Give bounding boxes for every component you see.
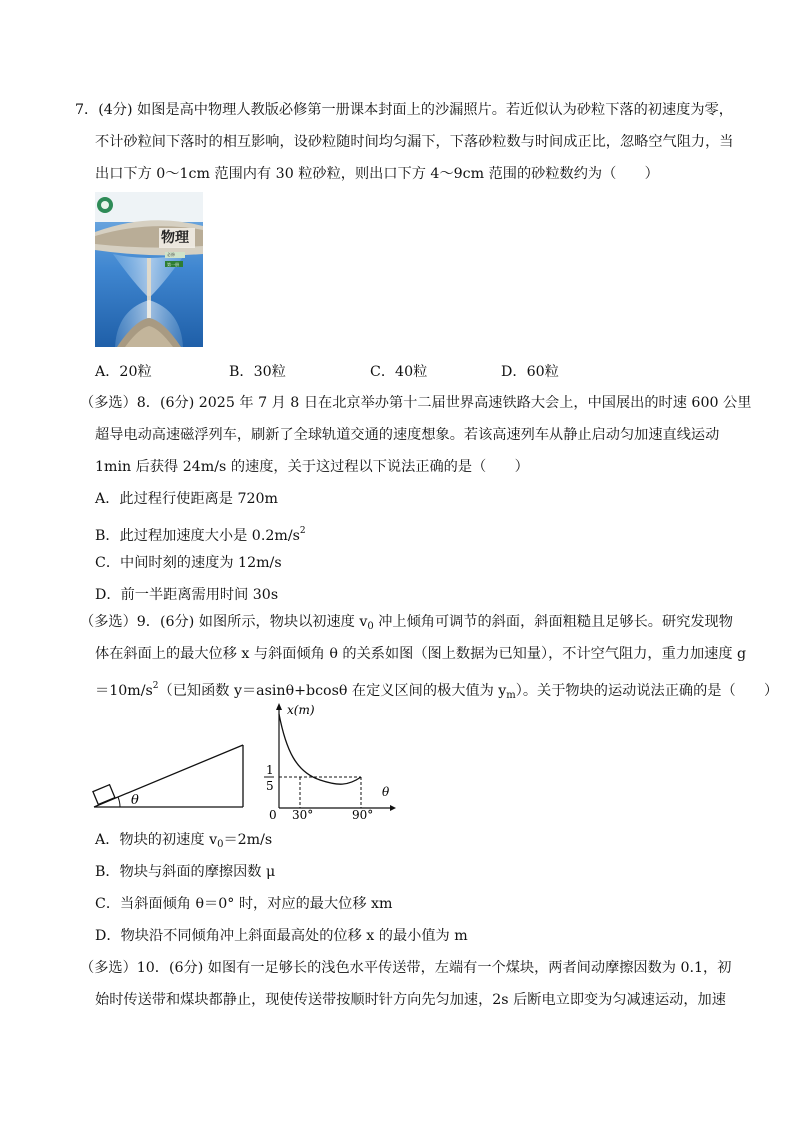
graph-fraction-denominator: 5 [266, 779, 274, 793]
q9-line-1: （多选）9．(6分) 如图所示，物块以初速度 $v_0$ 冲上倾角可调节的斜面，斜面粗糙且足够长。研究发现物 [80, 614, 733, 632]
q8-line-1: （多选）8．(6分) 2025 年 7 月 8 日在北京举办第十二届世界高速铁路大会上，中国展出的时速 600 公里 [80, 395, 752, 411]
q9-line-2: 体在斜面上的最大位移 x 与斜面倾角 θ 的关系如图（图上数据为已知量），不计空气阻力，重力加速度 g [95, 646, 747, 662]
graph-tick-90: 90° [352, 808, 374, 822]
x-theta-graph [258, 700, 398, 822]
q7-line-2: 不计砂粒间下落时的相互影响，设砂粒随时间均匀漏下，下落砂粒数与时间成正比，忽略空气阻力，当 [95, 134, 734, 150]
q7-option-a: A．20粒 [95, 364, 152, 380]
graph-origin-label: 0 [269, 808, 277, 822]
cover-title-text: 物理 [161, 230, 189, 246]
graph-y-axis-label: x(m) [287, 703, 315, 717]
q8-line-2: 超导电动高速磁浮列车，刷新了全球轨道交通的速度想象。若该高速列车从静止启动匀加速直线运动 [95, 427, 720, 443]
cover-subtitle-text: 必修 [167, 252, 175, 257]
q7-line-3: 出口下方 0～1cm 范围内有 30 粒砂粒，则出口下方 4～9cm 范围的砂粒数约为（ ） [95, 166, 659, 182]
q8-line-3: 1min 后获得 24m/s 的速度，关于这过程以下说法正确的是（ ） [95, 459, 529, 475]
q8-option-d: D．前一半距离需用时间 30s [95, 587, 279, 603]
q9-option-b: B．物块与斜面的摩擦因数 μ [95, 864, 276, 880]
q9-line-3: $=10m/s^2$（已知函数 y＝asinθ+bcosθ 在定义区间的极大值为 $y_m$）。关于物块的运动说法正确的是（ ） [95, 681, 779, 701]
q7-line-1: 7．(4分) 如图是高中物理人教版必修第一册课本封面上的沙漏照片。若近似认为砂粒下落的初速度为零， [75, 102, 733, 118]
incline-diagram [90, 738, 250, 813]
q9-option-d: D．物块沿不同倾角冲上斜面最高处的位移 x 的最小值为 m [95, 928, 468, 944]
graph-fraction-numerator: 1 [266, 763, 274, 777]
graph-tick-30: 30° [292, 808, 314, 822]
q10-line-2: 始时传送带和煤块都静止，现使传送带按顺时针方向先匀加速，2s 后断电立即变为匀减速运动，加速 [95, 992, 726, 1008]
q9-option-c: C．当斜面倾角 θ＝0° 时，对应的最大位移 xm [95, 896, 393, 912]
q8-option-b: B．此过程加速度大小是 $0.2m/s^2$ [95, 526, 306, 544]
textbook-cover-image [95, 192, 203, 347]
graph-x-axis-label: θ [382, 785, 390, 799]
q7-option-b: B．30粒 [229, 364, 286, 380]
q8-option-c: C．中间时刻的速度为 12m/s [95, 555, 282, 571]
q10-line-1: （多选）10．(6分) 如图有一足够长的浅色水平传送带，左端有一个煤块，两者间动摩擦因数为 0.1，初 [80, 960, 732, 976]
cover-volume-text: 第一册 [167, 262, 179, 267]
q7-option-c: C．40粒 [370, 364, 428, 380]
angle-theta-label: θ [131, 793, 139, 808]
q8-option-a: A．此过程行使距离是 720m [95, 491, 278, 507]
q9-option-a: A．物块的初速度 $v_0=2m/s$ [95, 832, 273, 850]
q7-option-d: D．60粒 [501, 364, 559, 380]
